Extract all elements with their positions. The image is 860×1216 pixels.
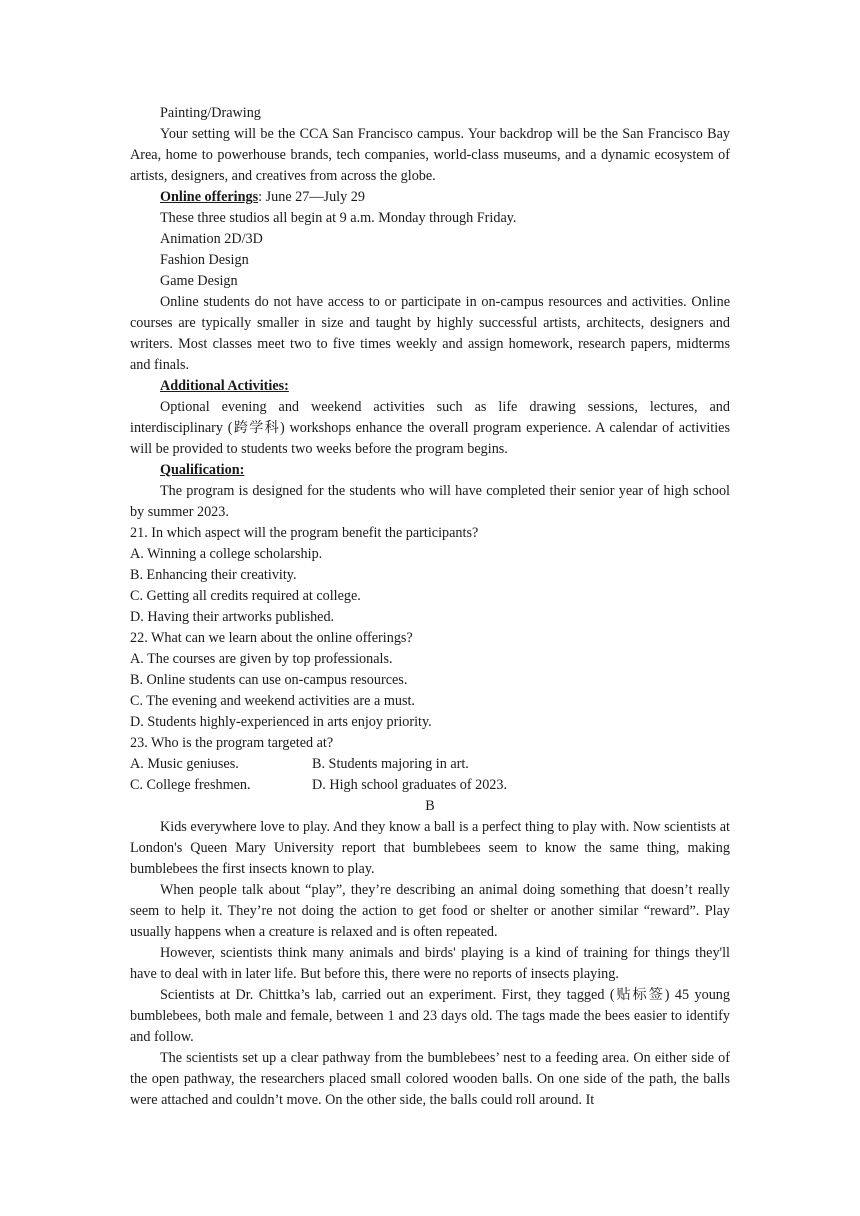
additional-activities-heading: Additional Activities: bbox=[160, 378, 289, 394]
online-offerings-line bbox=[130, 187, 730, 208]
question-23-options-row-1 bbox=[130, 754, 730, 775]
online-offerings-heading: Online offerings bbox=[160, 189, 259, 205]
section-b-paragraph-3: However, scientists think many animals and birds' playing is a kind of training for things they'll have to deal with in later life. But before this, there were no reports of insects playing. bbox=[130, 945, 730, 982]
studios-start-line: These three studios all begin at 9 a.m. Monday through Friday. bbox=[160, 210, 517, 226]
question-22-option-a: A. The courses are given by top professionals. bbox=[130, 651, 393, 667]
question-23-options-row-2 bbox=[130, 775, 730, 796]
question-23-option-d: D. High school graduates of 2023. bbox=[312, 777, 508, 793]
question-23-option-a: A. Music geniuses. bbox=[130, 756, 239, 772]
question-22-option-d: D. Students highly-experienced in arts enjoy priority. bbox=[130, 714, 432, 730]
additional-activities-paragraph: Optional evening and weekend activities such as life drawing sessions, lectures, and interdisciplinary (跨学科) workshops enhance the overall program experience. A calendar of activities will be provided to students two weeks before the program begins. bbox=[130, 399, 730, 457]
question-21-option-b: B. Enhancing their creativity. bbox=[130, 567, 297, 583]
studio-item: Game Design bbox=[160, 273, 238, 289]
painting-drawing-line: Painting/Drawing bbox=[160, 105, 261, 121]
campus-setting-paragraph: Your setting will be the CCA San Francisco campus. Your backdrop will be the San Francisco Bay Area, home to powerhouse brands, tech companies, world-class museums, and a dynamic ecosystem of artists, designers, and creatives from across the globe. bbox=[130, 126, 730, 184]
section-b-paragraph-1: Kids everywhere love to play. And they know a ball is a perfect thing to play with. Now scientists at London's Queen Mary University report that bumblebees seem to know the same thing, making bumblebees the first insects known to play. bbox=[130, 819, 730, 877]
question-23: 23. Who is the program targeted at? bbox=[130, 735, 334, 751]
section-b-paragraph-2: When people talk about “play”, they’re describing an animal doing something that doesn’t really seem to help it. They’re not doing the action to get food or shelter or another similar “reward”. Play usually happens when a creature is relaxed and is often repeated. bbox=[130, 882, 730, 940]
studio-item: Fashion Design bbox=[160, 252, 249, 268]
section-b-label: B bbox=[425, 798, 435, 814]
additional-activities-line bbox=[130, 376, 730, 397]
question-21-option-d: D. Having their artworks published. bbox=[130, 609, 335, 625]
question-23-option-c: C. College freshmen. bbox=[130, 777, 251, 793]
question-22-option-b: B. Online students can use on-campus resources. bbox=[130, 672, 408, 688]
question-22: 22. What can we learn about the online offerings? bbox=[130, 630, 413, 646]
qualification-heading: Qualification: bbox=[160, 462, 245, 478]
qualification-paragraph: The program is designed for the students who will have completed their senior year of high school by summer 2023. bbox=[130, 483, 730, 520]
online-students-paragraph: Online students do not have access to or participate in on-campus resources and activities. Online courses are typically smaller in size and taught by highly successful artists, architects, designers and writers. Most classes meet two to five times weekly and assign homework, research papers, midterms and finals. bbox=[130, 294, 730, 373]
studio-item: Animation 2D/3D bbox=[160, 231, 263, 247]
question-21-option-a: A. Winning a college scholarship. bbox=[130, 546, 323, 562]
question-21-option-c: C. Getting all credits required at college. bbox=[130, 588, 361, 604]
online-offerings-dates: : June 27—July 29 bbox=[258, 189, 365, 205]
document-page bbox=[130, 103, 730, 1111]
section-b-paragraph-5: The scientists set up a clear pathway from the bumblebees’ nest to a feeding area. On either side of the open pathway, the researchers placed small colored wooden balls. On one side of the path, the balls were attached and couldn’t move. On the other side, the balls could roll around. It bbox=[130, 1050, 730, 1108]
question-23-option-b: B. Students majoring in art. bbox=[312, 756, 469, 772]
section-b-paragraph-4: Scientists at Dr. Chittka’s lab, carried out an experiment. First, they tagged (贴标签) 45 young bumblebees, both male and female, between 1 and 23 days old. The tags made the bees easier to identify and follow. bbox=[130, 987, 730, 1045]
qualification-line bbox=[130, 460, 730, 481]
question-22-option-c: C. The evening and weekend activities are a must. bbox=[130, 693, 415, 709]
question-21: 21. In which aspect will the program benefit the participants? bbox=[130, 525, 479, 541]
